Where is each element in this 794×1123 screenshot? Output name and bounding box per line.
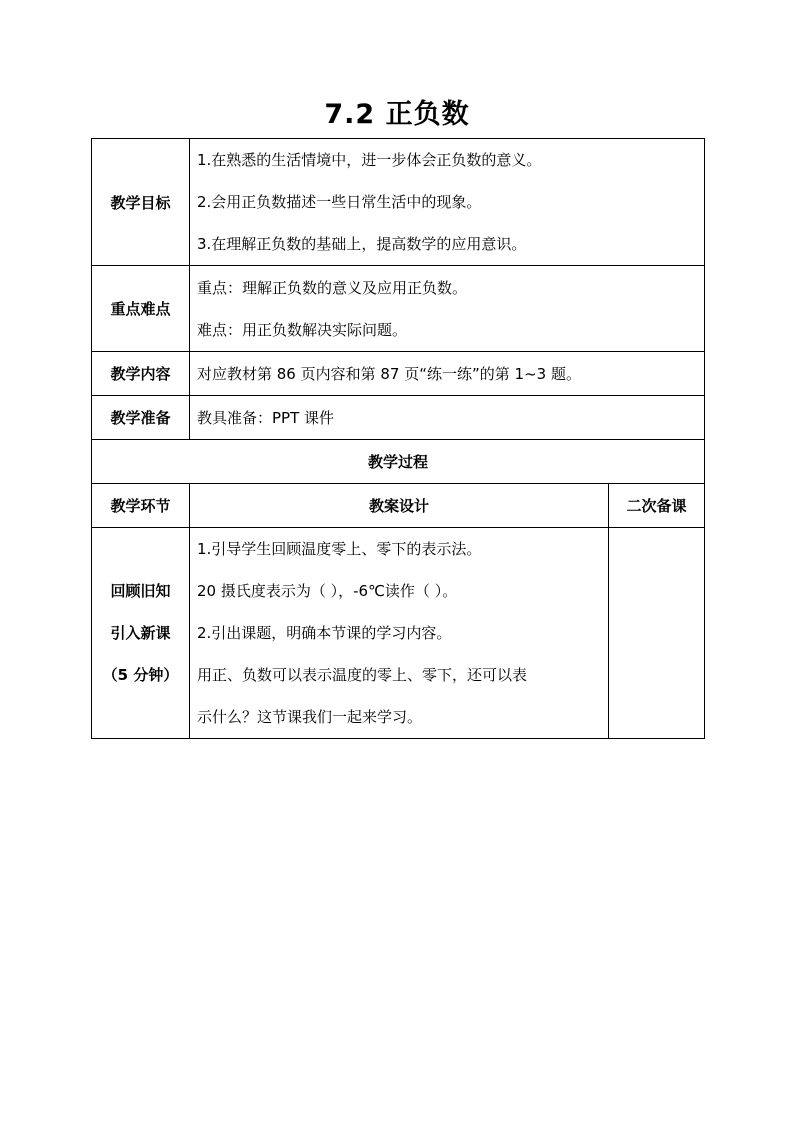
column-header-revision: 二次备课 [609, 484, 705, 528]
column-header-row [92, 484, 705, 528]
design-line: 20 摄氏度表示为（ ），-6℃读作（ ）。 [197, 582, 458, 600]
goals-label: 教学目标 [92, 139, 190, 266]
prep-label: 教学准备 [92, 396, 190, 440]
section1-label-line: （5 分钟） [102, 666, 179, 684]
keypoints-content [190, 266, 705, 352]
keypoints-row [92, 266, 705, 352]
prep-row [92, 396, 705, 440]
lesson-plan-table [91, 138, 705, 739]
section1-row [92, 528, 705, 739]
section1-label [92, 528, 190, 739]
section1-design [190, 528, 609, 739]
process-header-row [92, 440, 705, 484]
goal-line: 2.会用正负数描述一些日常生活中的现象。 [197, 193, 482, 211]
prep-text: 教具准备：PPT 课件 [190, 396, 705, 440]
section1-label-line: 回顾旧知 [110, 582, 171, 600]
goals-content [190, 139, 705, 266]
content-row [92, 352, 705, 396]
goal-line: 1.在熟悉的生活情境中，进一步体会正负数的意义。 [197, 151, 542, 169]
column-header-design: 教案设计 [190, 484, 609, 528]
goal-line: 3.在理解正负数的基础上，提高数学的应用意识。 [197, 235, 527, 253]
design-line: 示什么？这节课我们一起来学习。 [197, 708, 423, 726]
keypoints-label: 重点难点 [92, 266, 190, 352]
design-line: 用正、负数可以表示温度的零上、零下，还可以表 [197, 666, 528, 684]
process-header: 教学过程 [92, 440, 705, 484]
section1-label-line: 引入新课 [110, 624, 171, 642]
keypoint-line: 重点：理解正负数的意义及应用正负数。 [197, 278, 468, 297]
design-line: 2.引出课题，明确本节课的学习内容。 [197, 624, 452, 642]
page-title: 7.2 正负数 [324, 99, 470, 130]
goals-row [92, 139, 705, 266]
keypoint-line: 难点：用正负数解决实际问题。 [197, 320, 408, 339]
section1-notes[interactable] [609, 528, 705, 739]
content-label: 教学内容 [92, 352, 190, 396]
content-text: 对应教材第 86 页内容和第 87 页“练一练”的第 1~3 题。 [190, 352, 705, 396]
column-header-stage: 教学环节 [92, 484, 190, 528]
design-line: 1.引导学生回顾温度零上、零下的表示法。 [197, 540, 482, 558]
